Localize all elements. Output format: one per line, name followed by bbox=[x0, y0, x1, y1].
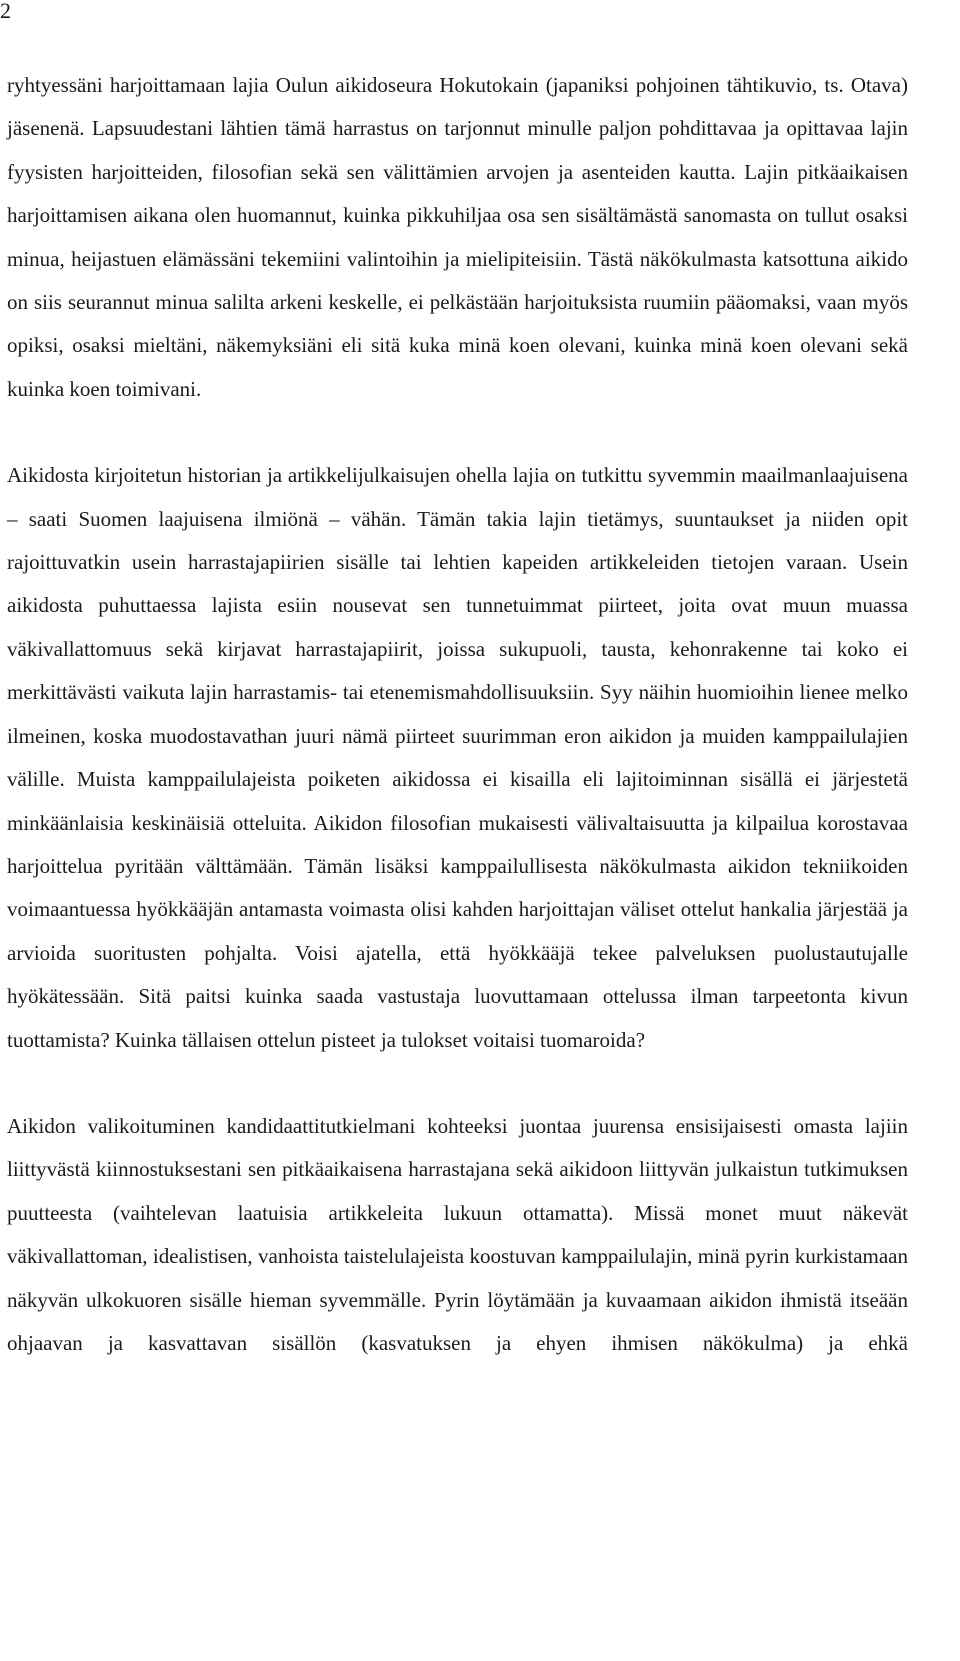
paragraph-3: Aikidon valikoituminen kandidaattitutkielmani kohteeksi juontaa juurensa ensisijaisesti omasta lajiin liittyvästä kiinnostuksestani sen pitkäaikaisena harrastajana sekä aikidoon liittyvän julkaistun tutkimuksen puutteesta (vaihtelevan laatuisia artikkeleita lukuun ottamatta). Missä monet muut näkevät väkivallattoman, idealistisen, vanhoista taistelulajeista koostuvan kamppailulajin, minä pyrin kurkistamaan näkyvän ulkokuoren sisälle hieman syvemmälle. Pyrin löytämään ja kuvaamaan aikidon ihmistä itseään ohjaavan ja kasvattavan sisällön (kasvatuksen ja ehyen ihmisen näkökulma) ja ehkä bbox=[7, 1113, 908, 1355]
page-number: 2 bbox=[0, 0, 11, 23]
document-body bbox=[7, 64, 908, 1365]
paragraph-2: Aikidosta kirjoitetun historian ja artikkelijulkaisujen ohella lajia on tutkittu syvemmin maailmanlaajuisena – saati Suomen laajuisena ilmiönä – vähän. Tämän takia lajin tietämys, suuntaukset ja niiden opit rajoittuvatkin usein harrastajapiirien sisälle tai lehtien kapeiden artikkeleiden tietojen varaan. Usein aikidosta puhuttaessa lajista esiin nousevat sen tunnetuimmat piirteet, joita ovat muun muassa väkivallattomuus sekä kirjavat harrastajapiirit, joissa sukupuoli, tausta, kehonrakenne tai koko ei merkittävästi vaikuta lajin harrastamis- tai etenemismahdollisuuksiin. Syy näihin huomioihin lienee melko ilmeinen, koska muodostavathan juuri nämä piirteet suurimman eron aikidon ja muiden kamppailulajien välille. Muista kamppailulajeista poiketen aikidossa ei kisailla eli lajitoiminnan sisällä ei järjestetä minkäänlaisia keskinäisiä otteluita. Aikidon filosofian mukaisesti välivaltaisuutta ja kilpailua korostavaa harjoittelua pyritään välttämään. Tämän lisäksi kamppailullisesta näkökulmasta aikidon tekniikoiden voimaantuessa hyökkääjän antamasta voimasta olisi kahden harjoittajan väliset ottelut hankalia järjestää ja arvioida suoritusten pohjalta. Voisi ajatella, että hyökkääjä tekee palveluksen puolustautujalle hyökätessään. Sitä paitsi kuinka saada vastustaja luovuttamaan ottelussa ilman tarpeetonta kivun tuottamista? Kuinka tällaisen ottelun pisteet ja tulokset voitaisi tuomaroida? bbox=[7, 463, 908, 1052]
paragraph-1: ryhtyessäni harjoittamaan lajia Oulun aikidoseura Hokutokain (japaniksi pohjoinen tähtikuvio, ts. Otava) jäsenenä. Lapsuudestani lähtien tämä harrastus on tarjonnut minulle paljon pohdittavaa ja opittavaa lajin fyysisten harjoitteiden, filosofian sekä sen välittämien arvojen ja asenteiden kautta. Lajin pitkäaikaisen harjoittamisen aikana olen huomannut, kuinka pikkuhiljaa osa sen sisältämästä sanomasta on tullut osaksi minua, heijastuen elämässäni tekemiini valintoihin ja mielipiteisiin. Tästä näkökulmasta katsottuna aikido on siis seurannut minua salilta arkeni keskelle, ei pelkästään harjoituksista ruumiin pääomaksi, vaan myös opiksi, osaksi mieltäni, näkemyksiäni eli sitä kuka minä koen olevani, kuinka minä koen olevani sekä kuinka koen toimivani. bbox=[7, 73, 908, 401]
